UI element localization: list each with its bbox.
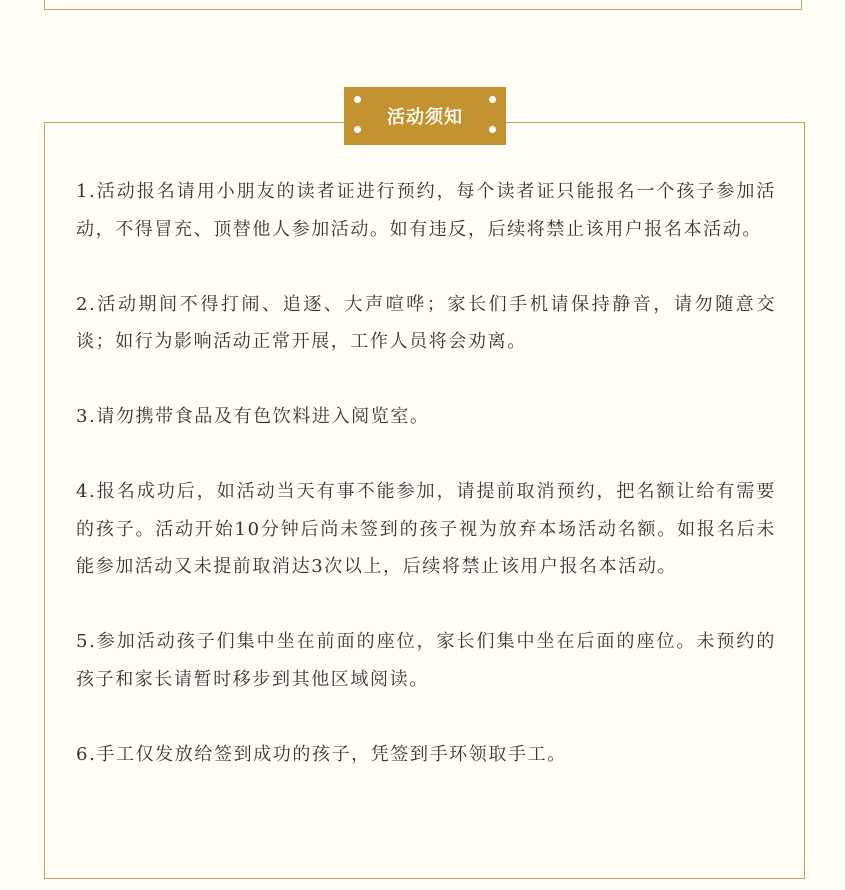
- notice-title-badge: [344, 87, 506, 145]
- decorative-dot-icon: [354, 126, 361, 133]
- decorative-dot-icon: [489, 126, 496, 133]
- notice-item-4: 4.报名成功后，如活动当天有事不能参加，请提前取消预约，把名额让给有需要的孩子。活动开始10分钟后尚未签到的孩子视为放弃本场活动名额。如报名后未能参加活动又未提前取消达3次以上，后续将禁止该用户报名本活动。: [76, 481, 776, 577]
- notice-item-1: 1.活动报名请用小朋友的读者证进行预约，每个读者证只能报名一个孩子参加活动，不得冒充、顶替他人参加活动。如有违反，后续将禁止该用户报名本活动。: [76, 181, 776, 240]
- notice-title: 活动须知: [387, 107, 463, 128]
- notice-item-3: 3.请勿携带食品及有色饮料进入阅览室。: [76, 406, 430, 427]
- notice-item-2: 2.活动期间不得打闹、追逐、大声喧哗；家长们手机请保持静音，请勿随意交谈；如行为影响活动正常开展，工作人员将会劝离。: [76, 293, 776, 352]
- notice-item-5: 5.参加活动孩子们集中坐在前面的座位，家长们集中坐在后面的座位。未预约的孩子和家长请暂时移步到其他区域阅读。: [76, 631, 776, 690]
- notice-content: [76, 173, 776, 811]
- notice-item-6: 6.手工仅发放给签到成功的孩子，凭签到手环领取手工。: [76, 743, 567, 765]
- previous-section-box: [44, 0, 802, 10]
- decorative-dot-icon: [354, 96, 361, 103]
- decorative-dot-icon: [489, 96, 496, 103]
